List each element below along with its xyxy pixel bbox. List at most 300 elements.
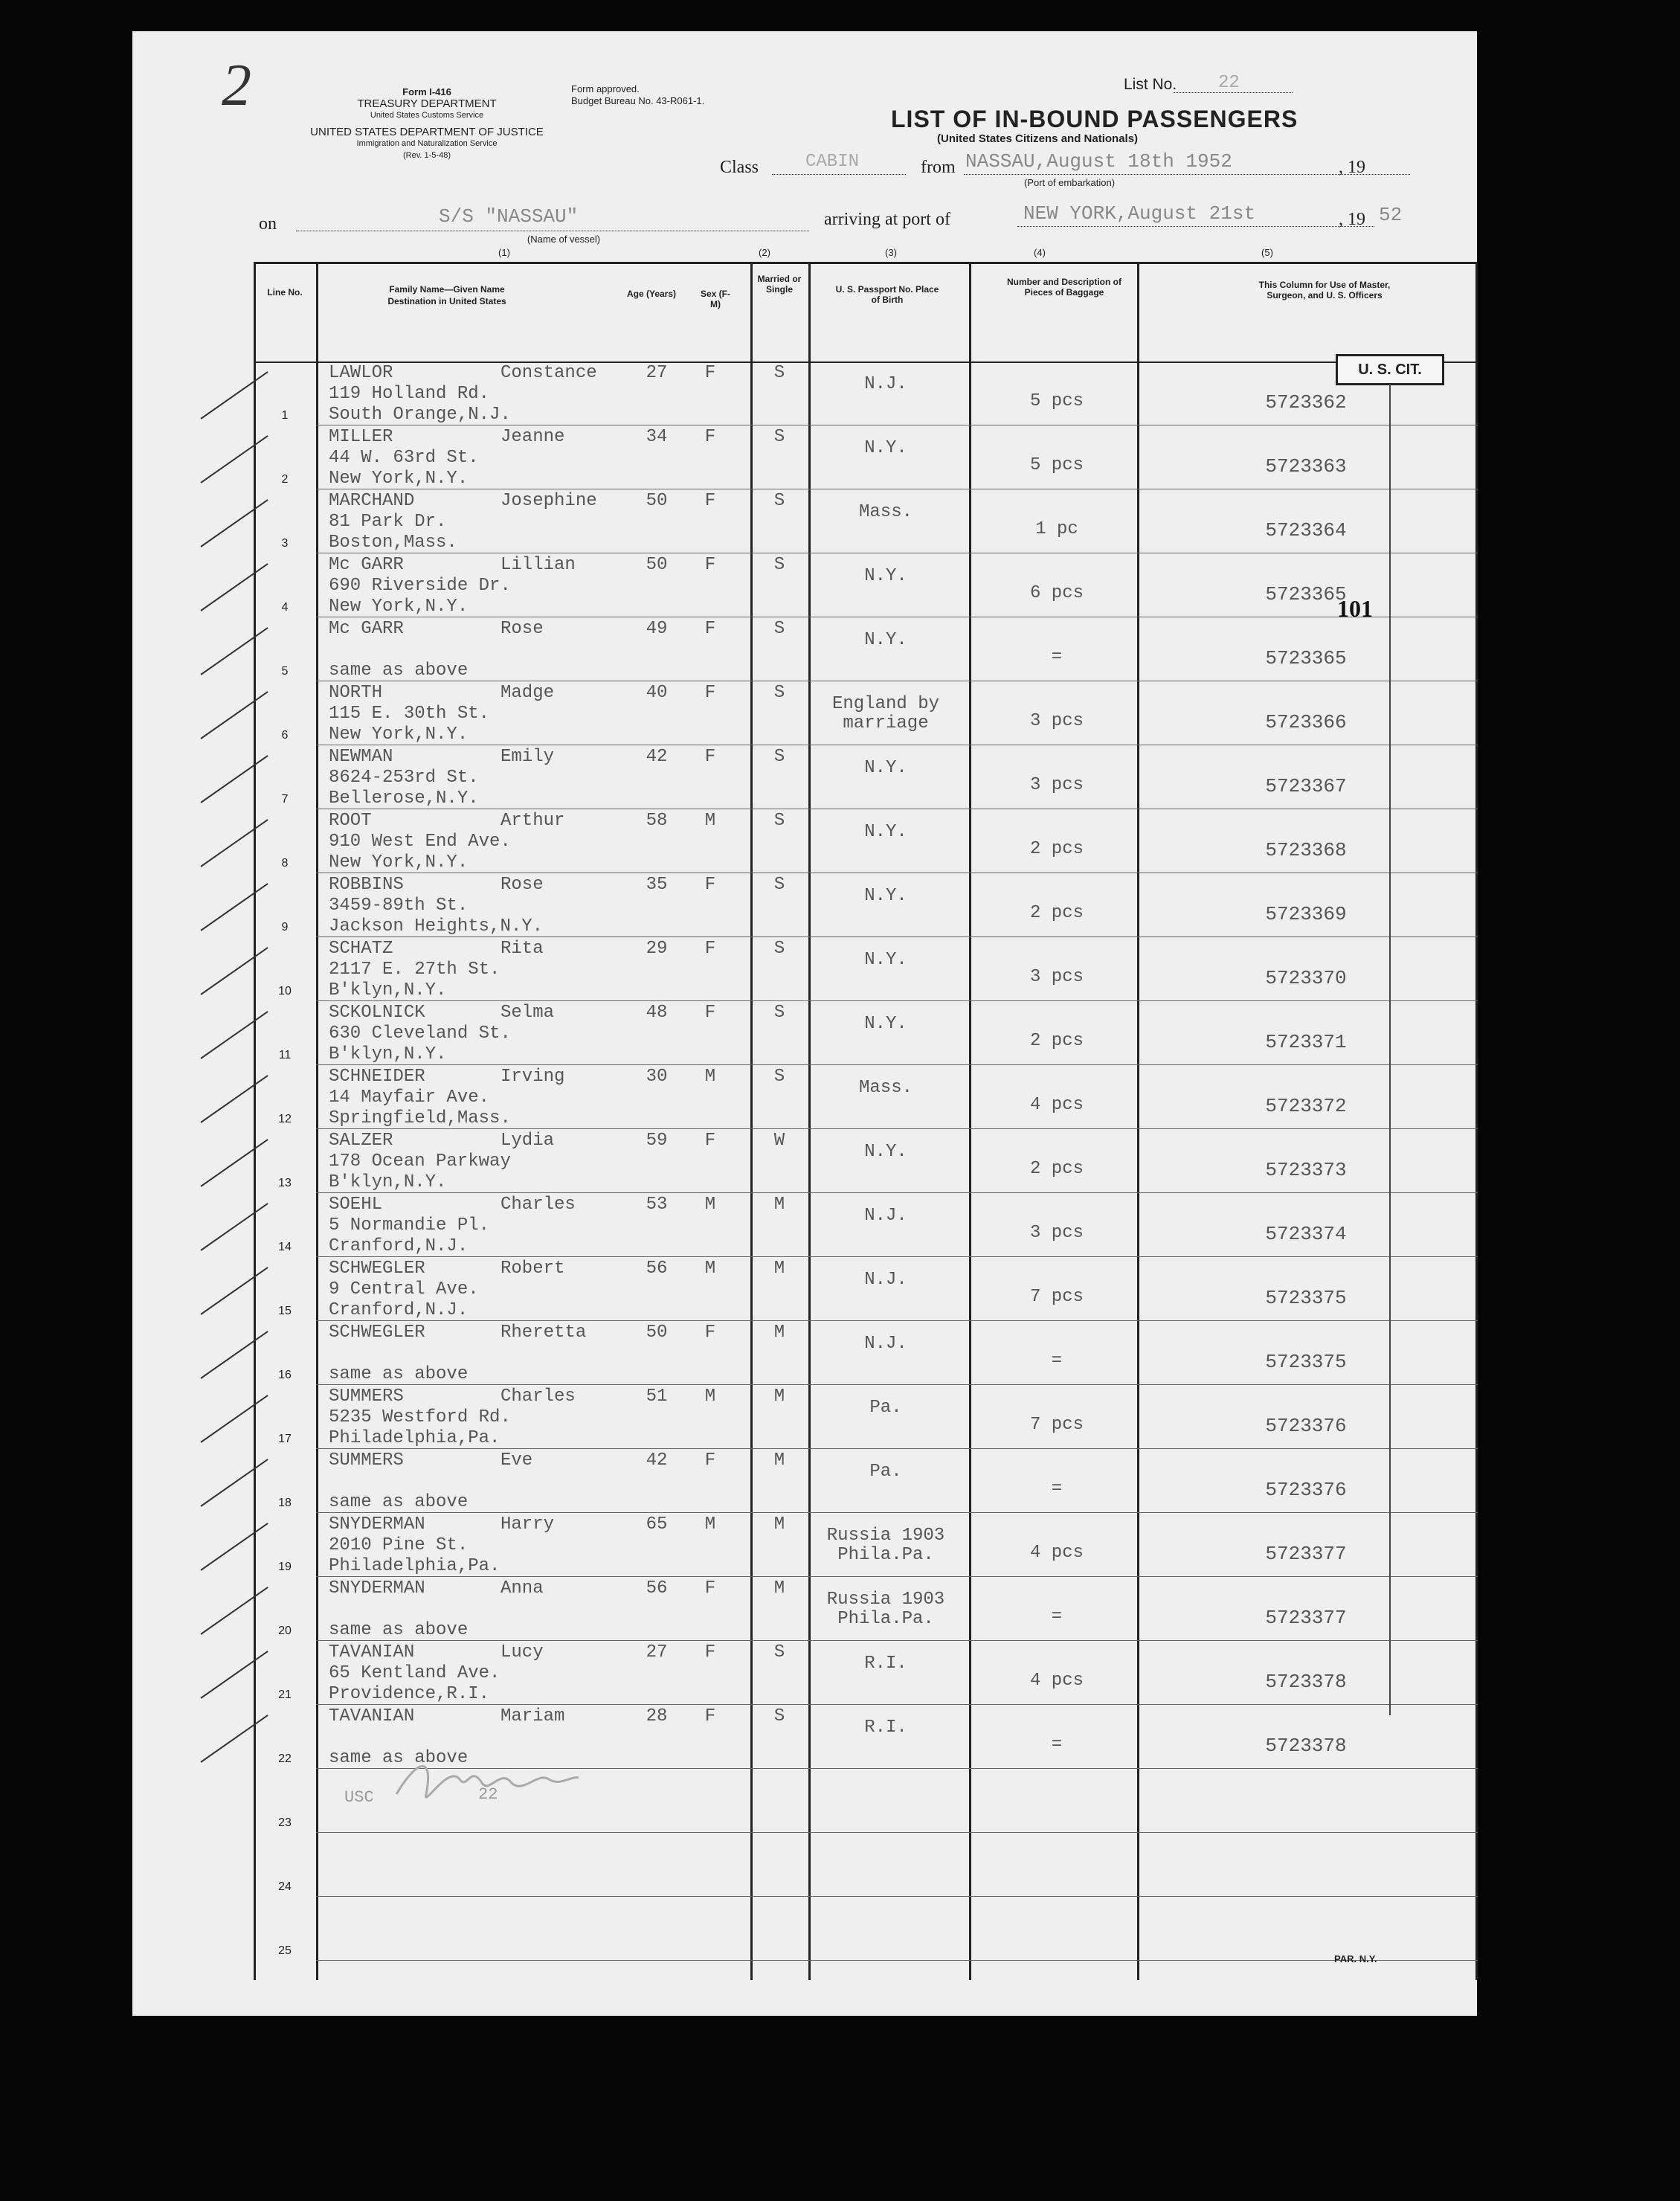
family-name: LAWLOR bbox=[329, 363, 393, 383]
form-number: Form I-416 bbox=[402, 86, 451, 97]
table-row bbox=[254, 1641, 1478, 1705]
address-line-1: 5 Normandie Pl. bbox=[329, 1215, 490, 1236]
class-label: Class bbox=[720, 158, 759, 177]
table-row bbox=[254, 937, 1478, 1001]
address-line-1: 2010 Pine St. bbox=[329, 1535, 469, 1555]
sex-value: F bbox=[704, 747, 716, 767]
officer-number: 5723372 bbox=[1265, 1095, 1347, 1117]
list-no-value: 22 bbox=[1218, 73, 1240, 93]
address-line-1: 8624-253rd St. bbox=[329, 768, 479, 788]
age-value: 56 bbox=[646, 1259, 668, 1279]
sex-value: F bbox=[704, 1003, 716, 1023]
col-header-baggage: Number and Description of Pieces of Baggage bbox=[1006, 277, 1121, 298]
marital-status: S bbox=[773, 875, 785, 895]
address-line-2: Boston,Mass. bbox=[329, 533, 457, 553]
address-line-1: 65 Kentland Ave. bbox=[329, 1663, 501, 1683]
col-header-line-no: Line No. bbox=[267, 287, 303, 298]
sex-value: F bbox=[704, 1642, 716, 1662]
age-value: 29 bbox=[646, 939, 668, 959]
usc-num: 22 bbox=[478, 1785, 498, 1804]
place-of-birth: N.Y. bbox=[864, 438, 907, 458]
class-value: CABIN bbox=[805, 152, 860, 172]
family-name: TAVANIAN bbox=[329, 1642, 415, 1662]
col-header-sex: Sex (F-M) bbox=[700, 289, 730, 309]
line-number: 11 bbox=[278, 1049, 292, 1061]
marital-status: S bbox=[773, 1067, 785, 1087]
given-name: Selma bbox=[501, 1003, 555, 1023]
age-value: 56 bbox=[646, 1578, 668, 1598]
officer-number: 5723362 bbox=[1265, 391, 1347, 414]
baggage-count: = bbox=[1051, 1351, 1063, 1371]
line-number: 7 bbox=[281, 793, 289, 806]
address-line-2: Springfield,Mass. bbox=[329, 1108, 511, 1128]
marital-status: S bbox=[773, 939, 785, 959]
line-number: 8 bbox=[281, 857, 289, 870]
address-line-2: New York,N.Y. bbox=[329, 597, 469, 617]
baggage-count: 4 pcs bbox=[1029, 1671, 1084, 1691]
vessel-value: S/S "NASSAU" bbox=[439, 205, 579, 228]
age-value: 27 bbox=[646, 1642, 668, 1662]
family-name: SUMMERS bbox=[329, 1387, 404, 1407]
place-of-birth: Mass. bbox=[858, 1078, 913, 1098]
address-line-2: same as above bbox=[329, 1620, 469, 1640]
sex-value: M bbox=[704, 811, 716, 831]
sex-value: M bbox=[704, 1259, 716, 1279]
arriving-year-label: , 19 bbox=[1339, 210, 1365, 229]
given-name: Constance bbox=[501, 363, 597, 383]
sex-value: F bbox=[704, 1450, 716, 1471]
place-of-birth: N.Y. bbox=[864, 566, 907, 586]
table-row bbox=[254, 1257, 1478, 1321]
line-number: 17 bbox=[278, 1433, 292, 1445]
manifest-page bbox=[132, 31, 1477, 2016]
port-embark-label: (Port of embarkation) bbox=[1023, 177, 1116, 188]
given-name: Josephine bbox=[501, 491, 597, 511]
age-value: 51 bbox=[646, 1387, 668, 1407]
marital-status: S bbox=[773, 683, 785, 703]
family-name: MARCHAND bbox=[329, 491, 415, 511]
baggage-count: 2 pcs bbox=[1029, 839, 1084, 859]
address-line-2: New York,N.Y. bbox=[329, 724, 469, 745]
form-approved: Form approved. bbox=[571, 83, 640, 94]
table-row bbox=[254, 1897, 1478, 1961]
officer-number: 5723363 bbox=[1265, 455, 1347, 478]
sex-value: F bbox=[704, 1578, 716, 1598]
col-header-family-name: Family Name—Given Name bbox=[389, 284, 505, 295]
officer-number: 5723366 bbox=[1265, 711, 1347, 733]
officer-number: 5723375 bbox=[1265, 1287, 1347, 1309]
table-row bbox=[254, 1321, 1478, 1385]
line-number: 5 bbox=[281, 665, 289, 678]
baggage-count: 1 pc bbox=[1035, 519, 1078, 539]
budget-bureau: Budget Bureau No. 43-R061-1. bbox=[571, 95, 705, 106]
age-value: 59 bbox=[646, 1131, 668, 1151]
place-of-birth: N.Y. bbox=[864, 1142, 907, 1162]
address-line-2: same as above bbox=[329, 1492, 469, 1512]
table-row bbox=[254, 617, 1478, 681]
marital-status: S bbox=[773, 1003, 785, 1023]
sex-value: F bbox=[704, 619, 716, 639]
table-row bbox=[254, 1513, 1478, 1577]
age-value: 42 bbox=[646, 747, 668, 767]
address-line-2: B'klyn,N.Y. bbox=[329, 980, 447, 1000]
given-name: Madge bbox=[501, 683, 555, 703]
place-of-birth: N.Y. bbox=[864, 1014, 907, 1034]
address-line-1: 14 Mayfair Ave. bbox=[329, 1087, 490, 1108]
baggage-count: 2 pcs bbox=[1029, 903, 1084, 923]
given-name: Anna bbox=[501, 1578, 544, 1598]
address-line-2: South Orange,N.J. bbox=[329, 405, 511, 425]
justice-dept: UNITED STATES DEPARTMENT OF JUSTICE bbox=[310, 126, 544, 138]
age-value: 28 bbox=[646, 1706, 668, 1726]
officer-number: 5723367 bbox=[1265, 775, 1347, 797]
given-name: Charles bbox=[501, 1387, 576, 1407]
officer-number: 5723371 bbox=[1265, 1031, 1347, 1053]
marital-status: W bbox=[773, 1131, 785, 1151]
family-name: ROOT bbox=[329, 811, 372, 831]
baggage-count: 7 pcs bbox=[1029, 1415, 1084, 1435]
given-name: Charles bbox=[501, 1195, 576, 1215]
baggage-count: 2 pcs bbox=[1029, 1159, 1084, 1179]
line-number: 12 bbox=[278, 1113, 292, 1125]
place-of-birth: N.J. bbox=[864, 374, 907, 394]
baggage-count: 4 pcs bbox=[1029, 1543, 1084, 1563]
sex-value: F bbox=[704, 427, 716, 447]
customs-service: United States Customs Service bbox=[370, 111, 484, 120]
us-cit-stamp bbox=[1336, 354, 1444, 385]
line-number: 15 bbox=[278, 1305, 292, 1317]
sex-value: F bbox=[704, 1323, 716, 1343]
address-line-2: Philadelphia,Pa. bbox=[329, 1556, 501, 1576]
place-of-birth: R.I. bbox=[864, 1654, 907, 1674]
age-value: 50 bbox=[646, 1323, 668, 1343]
table-row bbox=[254, 1577, 1478, 1641]
vessel-label: (Name of vessel) bbox=[527, 234, 601, 245]
ins-service: Immigration and Naturalization Service bbox=[356, 139, 498, 148]
address-line-2: Cranford,N.J. bbox=[329, 1300, 469, 1320]
address-line-2: Providence,R.I. bbox=[329, 1684, 490, 1704]
given-name: Rita bbox=[501, 939, 544, 959]
address-line-2: same as above bbox=[329, 1748, 469, 1768]
given-name: Robert bbox=[501, 1259, 565, 1279]
revision: (Rev. 1-5-48) bbox=[403, 151, 451, 160]
officer-number: 5723369 bbox=[1265, 903, 1347, 925]
line-number: 6 bbox=[281, 729, 289, 742]
sex-value: M bbox=[704, 1067, 716, 1087]
usc-note: USC bbox=[344, 1788, 374, 1807]
line-number: 2 bbox=[281, 473, 289, 486]
sex-value: F bbox=[704, 875, 716, 895]
baggage-count: = bbox=[1051, 1479, 1063, 1499]
sex-value: M bbox=[704, 1387, 716, 1407]
place-of-birth: Russia 1903 Phila.Pa. bbox=[826, 1590, 945, 1629]
baggage-count: = bbox=[1051, 647, 1063, 667]
family-name: SUMMERS bbox=[329, 1450, 404, 1471]
col-num-1: (1) bbox=[498, 247, 510, 258]
address-line-2: B'klyn,N.Y. bbox=[329, 1044, 447, 1064]
address-line-1: 119 Holland Rd. bbox=[329, 384, 490, 404]
baggage-count: 3 pcs bbox=[1029, 775, 1084, 795]
treasury-dept: TREASURY DEPARTMENT bbox=[357, 97, 497, 110]
sex-value: F bbox=[704, 555, 716, 575]
count-101: 101 bbox=[1337, 595, 1373, 622]
page-subtitle: (United States Citizens and Nationals) bbox=[937, 132, 1139, 145]
year-label: , 19 bbox=[1339, 158, 1365, 177]
given-name: Jeanne bbox=[501, 427, 565, 447]
line-number: 25 bbox=[278, 1944, 292, 1957]
printer-mark: PAR. N.Y. bbox=[1334, 1953, 1377, 1964]
marital-status: S bbox=[773, 491, 785, 511]
address-line-2: Philadelphia,Pa. bbox=[329, 1428, 501, 1448]
officer-number: 5723370 bbox=[1265, 967, 1347, 989]
place-of-birth: N.Y. bbox=[864, 950, 907, 970]
place-of-birth: N.J. bbox=[864, 1206, 907, 1226]
col-num-3: (3) bbox=[885, 247, 897, 258]
line-number: 21 bbox=[278, 1688, 292, 1701]
marital-status: S bbox=[773, 1642, 785, 1662]
line-number: 9 bbox=[281, 921, 289, 934]
given-name: Rose bbox=[501, 619, 544, 639]
sex-value: F bbox=[704, 363, 716, 383]
table-row bbox=[254, 1833, 1478, 1897]
place-of-birth: Pa. bbox=[869, 1462, 902, 1482]
baggage-count: 5 pcs bbox=[1029, 391, 1084, 411]
col-header-destination: Destination in United States bbox=[387, 296, 506, 306]
line-number: 24 bbox=[278, 1880, 292, 1893]
address-line-1: 630 Cleveland St. bbox=[329, 1024, 511, 1044]
family-name: MILLER bbox=[329, 427, 393, 447]
marital-status: M bbox=[773, 1195, 785, 1215]
family-name: Mc GARR bbox=[329, 619, 404, 639]
family-name: Mc GARR bbox=[329, 555, 404, 575]
address-line-2: same as above bbox=[329, 1364, 469, 1384]
age-value: 27 bbox=[646, 363, 668, 383]
address-line-2: New York,N.Y. bbox=[329, 469, 469, 489]
table-row bbox=[254, 425, 1478, 489]
sex-value: F bbox=[704, 491, 716, 511]
sex-value: F bbox=[704, 1706, 716, 1726]
given-name: Lydia bbox=[501, 1131, 555, 1151]
family-name: SALZER bbox=[329, 1131, 393, 1151]
family-name: SCHNEIDER bbox=[329, 1067, 425, 1087]
family-name: SNYDERMAN bbox=[329, 1514, 425, 1535]
baggage-count: 3 pcs bbox=[1029, 711, 1084, 731]
age-value: 40 bbox=[646, 683, 668, 703]
col-num-4: (4) bbox=[1034, 247, 1046, 258]
address-line-2: Cranford,N.J. bbox=[329, 1236, 469, 1256]
table-row bbox=[254, 1449, 1478, 1513]
place-of-birth: N.Y. bbox=[864, 822, 907, 842]
table-row bbox=[254, 1385, 1478, 1449]
officer-number: 5723368 bbox=[1265, 839, 1347, 861]
line-number: 13 bbox=[278, 1177, 292, 1189]
officer-number: 5723374 bbox=[1265, 1223, 1347, 1245]
given-name: Irving bbox=[501, 1067, 565, 1087]
officer-number: 5723377 bbox=[1265, 1543, 1347, 1565]
col-header-age: Age (Years) bbox=[626, 289, 677, 299]
line-number: 3 bbox=[281, 537, 289, 550]
address-line-2: same as above bbox=[329, 661, 469, 681]
place-of-birth: Mass. bbox=[858, 502, 913, 522]
family-name: SOEHL bbox=[329, 1195, 383, 1215]
sex-value: M bbox=[704, 1195, 716, 1215]
arriving-value: NEW YORK,August 21st bbox=[1023, 202, 1256, 225]
line-number: 14 bbox=[278, 1241, 292, 1253]
place-of-birth: N.Y. bbox=[864, 630, 907, 650]
officer-number: 5723375 bbox=[1265, 1351, 1347, 1373]
family-name: SCKOLNICK bbox=[329, 1003, 425, 1023]
table-row bbox=[254, 809, 1478, 873]
place-of-birth: Russia 1903 Phila.Pa. bbox=[826, 1526, 945, 1565]
family-name: SNYDERMAN bbox=[329, 1578, 425, 1598]
marital-status: S bbox=[773, 427, 785, 447]
on-label: on bbox=[259, 214, 277, 234]
family-name: SCHATZ bbox=[329, 939, 393, 959]
baggage-count: = bbox=[1051, 1607, 1063, 1627]
baggage-count: 2 pcs bbox=[1029, 1031, 1084, 1051]
sex-value: F bbox=[704, 939, 716, 959]
table-row bbox=[254, 489, 1478, 553]
address-line-1: 44 W. 63rd St. bbox=[329, 448, 479, 468]
table-row bbox=[254, 1065, 1478, 1129]
baggage-count: 3 pcs bbox=[1029, 1223, 1084, 1243]
marital-status: M bbox=[773, 1514, 785, 1535]
age-value: 50 bbox=[646, 491, 668, 511]
officer-number: 5723376 bbox=[1265, 1479, 1347, 1501]
address-line-2: New York,N.Y. bbox=[329, 852, 469, 873]
page-title: LIST OF IN-BOUND PASSENGERS bbox=[891, 106, 1298, 132]
age-value: 48 bbox=[646, 1003, 668, 1023]
table-row bbox=[254, 362, 1478, 425]
place-of-birth: R.I. bbox=[864, 1718, 907, 1738]
table-row bbox=[254, 1001, 1478, 1065]
marital-status: S bbox=[773, 1706, 785, 1726]
table-row bbox=[254, 1129, 1478, 1193]
col-header-officers: This Column for Use of Master, Surgeon, and U. S. Officers bbox=[1258, 280, 1391, 301]
given-name: Rheretta bbox=[501, 1323, 587, 1343]
table-row bbox=[254, 681, 1478, 745]
officer-signature bbox=[389, 1749, 582, 1816]
address-line-1: 3459-89th St. bbox=[329, 896, 469, 916]
line-number: 10 bbox=[278, 985, 292, 997]
given-name: Arthur bbox=[501, 811, 565, 831]
baggage-count: 6 pcs bbox=[1029, 583, 1084, 603]
address-line-2: B'klyn,N.Y. bbox=[329, 1172, 447, 1192]
baggage-count: 4 pcs bbox=[1029, 1095, 1084, 1115]
line-number: 19 bbox=[278, 1561, 292, 1573]
baggage-count: 3 pcs bbox=[1029, 967, 1084, 987]
table-row bbox=[254, 873, 1478, 937]
table-row bbox=[254, 1193, 1478, 1257]
address-line-1: 690 Riverside Dr. bbox=[329, 576, 511, 596]
age-value: 30 bbox=[646, 1067, 668, 1087]
age-value: 53 bbox=[646, 1195, 668, 1215]
family-name: NORTH bbox=[329, 683, 383, 703]
col-header-passport: U. S. Passport No. Place of Birth bbox=[835, 284, 939, 305]
officer-number: 5723365 bbox=[1265, 647, 1347, 669]
line-number: 18 bbox=[278, 1497, 292, 1509]
age-value: 42 bbox=[646, 1450, 668, 1471]
address-line-2: Jackson Heights,N.Y. bbox=[329, 916, 544, 936]
place-of-birth: N.J. bbox=[864, 1334, 907, 1354]
given-name: Harry bbox=[501, 1514, 555, 1535]
address-line-1: 9 Central Ave. bbox=[329, 1279, 479, 1299]
given-name: Rose bbox=[501, 875, 544, 895]
officer-number: 5723376 bbox=[1265, 1415, 1347, 1437]
address-line-1: 2117 E. 27th St. bbox=[329, 960, 501, 980]
line-number: 22 bbox=[278, 1752, 292, 1765]
age-value: 65 bbox=[646, 1514, 668, 1535]
age-value: 50 bbox=[646, 555, 668, 575]
line-number: 20 bbox=[278, 1625, 292, 1637]
baggage-count: = bbox=[1051, 1735, 1063, 1755]
from-value: NASSAU,August 18th 1952 bbox=[965, 150, 1232, 173]
address-line-1: 178 Ocean Parkway bbox=[329, 1151, 511, 1172]
hand-mark: 2 bbox=[222, 53, 251, 118]
place-of-birth: Pa. bbox=[869, 1398, 902, 1418]
col-num-2: (2) bbox=[759, 247, 770, 258]
arriving-year-value: 52 bbox=[1379, 204, 1403, 226]
line-number: 1 bbox=[281, 409, 289, 422]
us-cit-text: U. S. CIT. bbox=[1358, 362, 1422, 378]
officer-number: 5723373 bbox=[1265, 1159, 1347, 1181]
age-value: 58 bbox=[646, 811, 668, 831]
officer-number: 5723365 bbox=[1265, 583, 1347, 605]
age-value: 35 bbox=[646, 875, 668, 895]
place-of-birth: N.Y. bbox=[864, 886, 907, 906]
place-of-birth: N.Y. bbox=[864, 758, 907, 778]
sex-value: F bbox=[704, 683, 716, 703]
address-line-1: 81 Park Dr. bbox=[329, 512, 447, 532]
officer-number: 5723364 bbox=[1265, 519, 1347, 542]
marital-status: S bbox=[773, 811, 785, 831]
marital-status: S bbox=[773, 747, 785, 767]
officer-number: 5723378 bbox=[1265, 1671, 1347, 1693]
address-line-1: 5235 Westford Rd. bbox=[329, 1407, 511, 1427]
marital-status: M bbox=[773, 1578, 785, 1598]
given-name: Emily bbox=[501, 747, 555, 767]
address-line-1: 910 West End Ave. bbox=[329, 832, 511, 852]
line-number: 16 bbox=[278, 1369, 292, 1381]
given-name: Eve bbox=[501, 1450, 533, 1471]
place-of-birth: England by marriage bbox=[831, 694, 940, 733]
col-num-5: (5) bbox=[1261, 247, 1273, 258]
age-value: 49 bbox=[646, 619, 668, 639]
marital-status: M bbox=[773, 1323, 785, 1343]
family-name: SCHWEGLER bbox=[329, 1259, 425, 1279]
marital-status: S bbox=[773, 555, 785, 575]
sex-value: M bbox=[704, 1514, 716, 1535]
place-of-birth: N.J. bbox=[864, 1270, 907, 1290]
line-number: 4 bbox=[281, 601, 289, 614]
passenger-table bbox=[254, 262, 1478, 1980]
list-no-label: List No. bbox=[1124, 76, 1177, 93]
family-name: ROBBINS bbox=[329, 875, 404, 895]
baggage-count: 5 pcs bbox=[1029, 455, 1084, 475]
family-name: TAVANIAN bbox=[329, 1706, 415, 1726]
officer-number: 5723377 bbox=[1265, 1607, 1347, 1629]
given-name: Mariam bbox=[501, 1706, 565, 1726]
marital-status: S bbox=[773, 363, 785, 383]
marital-status: M bbox=[773, 1387, 785, 1407]
family-name: SCHWEGLER bbox=[329, 1323, 425, 1343]
line-number: 23 bbox=[278, 1816, 292, 1829]
sex-value: F bbox=[704, 1131, 716, 1151]
col-header-married: Married or Single bbox=[757, 274, 802, 295]
given-name: Lillian bbox=[501, 555, 576, 575]
baggage-count: 7 pcs bbox=[1029, 1287, 1084, 1307]
marital-status: M bbox=[773, 1259, 785, 1279]
